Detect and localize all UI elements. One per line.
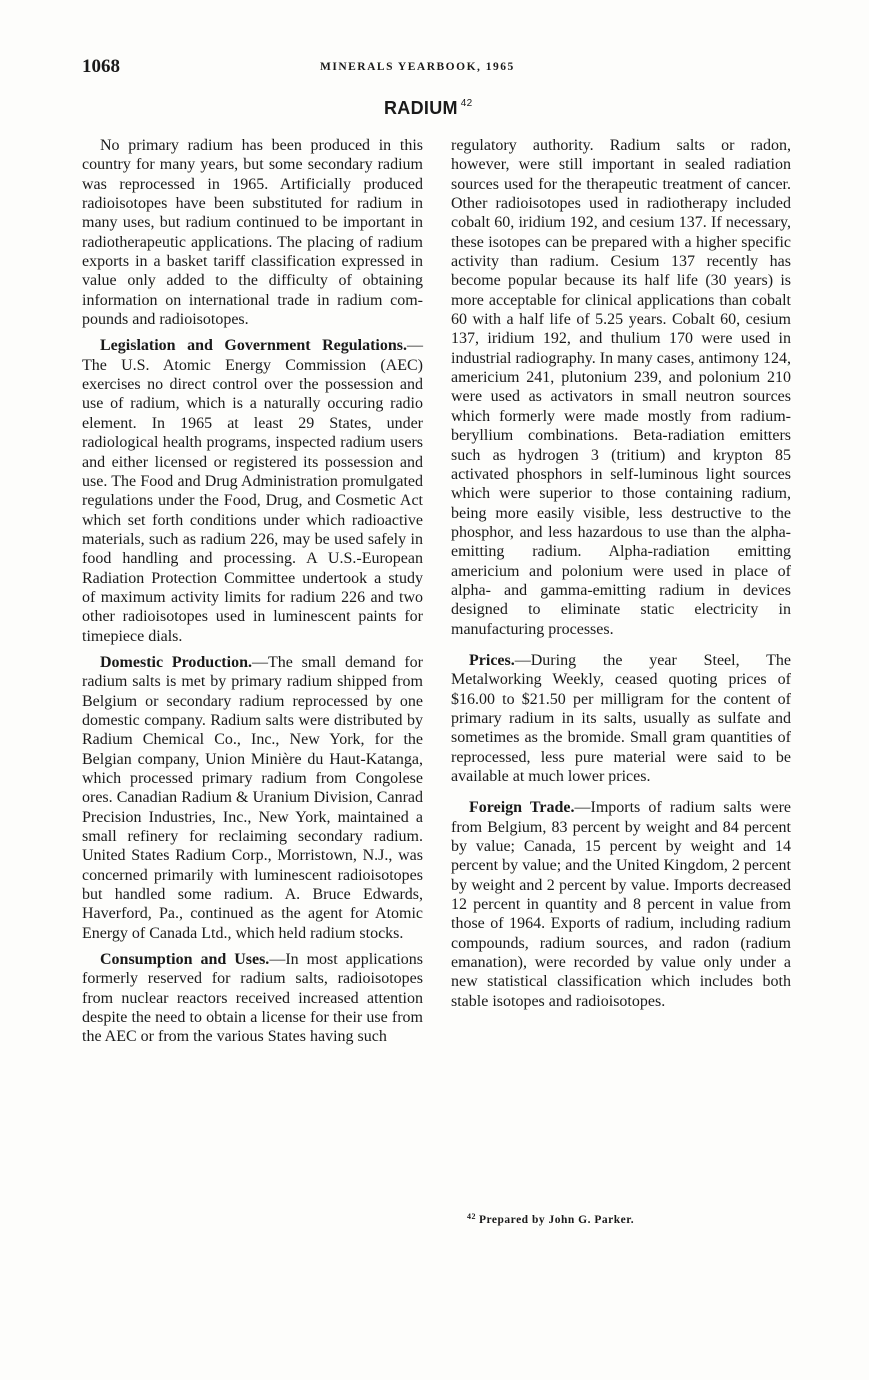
foreign-trade-heading: Foreign Trade.	[469, 799, 575, 817]
running-title: MINERALS YEARBOOK, 1965	[320, 61, 515, 73]
consumption-continued-paragraph: regulatory authority. Radium salts or radon, however, were still important in sealed radiation sources used for the therapeutic treatment of cancer. Other radioisotopes used in radiotherapy included cobalt 60, iridium 192, and cesium 137. If necessary, these isotopes can be prepared with a higher specific activity than radium. Cesium 137 recently has become popular because its half life (30 years) is more acceptable for clinical applications than cobalt 60 with a half life of 5.25 years. Cobalt 60, cesium 137, iridium 192, and thulium 170 were used in industrial radiography. In many cases, antimony 124, americium 241, plutonium 239, and polonium 210 were used as activators in small neutron sources which formerly were made mostly from radium-beryllium combinations. Beta-radiation emitters such as hydrogen 3 (tritium) and krypton 85 activated phosphors in self-luminous light sources which were superior to those containing radium, being more easily visible, less destructive to the phosphor, and less hazardous to use than the alpha-emitting radium. Alpha-radiation emitting americium and polonium were used in place of alpha- and gamma-emitting radium in devices designed to eliminate static electricity in manufacturing processes.	[451, 137, 791, 638]
right-column	[451, 136, 791, 1011]
left-column	[82, 136, 423, 1047]
page-number: 1068	[82, 56, 120, 77]
domestic-production-paragraph	[82, 653, 423, 943]
prices-text: —During the year Steel, The Metalworking Weekly, ceased quoting prices of $16.00 to $21.50 per milligram for the content of primary radium in its salts, usually as sulfate and sometimes as the bromide. Small gram quantities of reprocessed, less pure material were said to be available at much lower prices.	[451, 651, 791, 785]
consumption-heading: Consumption and Uses.	[100, 951, 270, 969]
section-title-text: RADIUM	[384, 98, 458, 118]
running-head	[82, 56, 794, 80]
consumption-paragraph	[82, 950, 423, 1047]
footnote-number: 42	[467, 1212, 476, 1221]
footnote-reference: 42	[460, 98, 473, 109]
foreign-trade-text: —Imports of radium salts were from Belgium, 83 percent by weight and 84 percent by value; Canada, 15 percent by weight and 14 percent by value; and the United Kingdom, 2 percent by weight and 2 percent by value. Imports decreased 12 percent in quantity and 8 percent in value from those of 1964. Exports of radium, including radium compounds, radium sources, and radon (radium emanation), were recorded by value only under a new statistical classification which includes both stable isotopes and radioisotopes.	[451, 799, 792, 1010]
prices-paragraph	[451, 651, 791, 786]
prices-heading: Prices.	[469, 651, 515, 669]
intro-paragraph: No primary radium has been produced in this country for many years, but some secondary radium was reprocessed in 1965. Artificially produced radioisotopes have been substituted for radium in many uses, but radium continued to be important in radiotherapeutic applications. The placing of radium exports in a basket tariff classification expressed in value only added to the difficulty of obtaining information on international trade in radium compounds and radioisotopes.	[82, 137, 423, 329]
footnote	[467, 1212, 634, 1226]
footnote-text: Prepared by John G. Parker.	[479, 1214, 635, 1226]
domestic-production-text: —The small demand for radium salts is met by primary radium shipped from Belgium or secondary radium reprocessed by one domestic company. Radium salts were distributed by Radium Chemical Co., Inc., New York, for the Belgian company, Union Minière du Haut-Katanga, which processed primary radium from Congolese ores. Canadian Radium & Uranium Division, Canrad Precision Industries, Inc., New York, maintained a small refinery for reclaiming secondary radium. United States Radium Corp., Morristown, N.J., was concerned primarily with luminescent radioisotopes but handled some radium. A. Bruce Edwards, Haverford, Pa., continued as the agent for Atomic Energy of Canada Ltd., which held radium stocks.	[82, 653, 423, 942]
legislation-text: —The U.S. Atomic Energy Commission (AEC) exercises no direct control over the possession and use of radium, which is a naturally occuring radio element. In 1965 at least 29 States, under radiological health programs, inspected radium users and either licensed or registered its possession and use. The Food and Drug Administration promulgated regulations under the Food, Drug, and Cosmetic Act which set forth conditions under which radioactive materials, such as radium 226, may be used safely in food handling and processing. A U.S.-European Radiation Protection Committee undertook a study of maximum activity limits for radium 226 and two other radioisotopes used in luminescent paints for timepiece dials.	[82, 337, 423, 645]
legislation-paragraph	[82, 336, 423, 646]
consumption-text: —In most applications formerly reserved for radium salts, radioisotopes from nuclear reactors received increased attention despite the need to obtain a license for their use from the AEC or from the various States having such	[82, 951, 423, 1046]
section-title	[384, 98, 473, 119]
legislation-heading: Legislation and Government Regulations.	[100, 337, 407, 355]
domestic-production-heading: Domestic Production.	[100, 653, 252, 671]
foreign-trade-paragraph	[451, 798, 791, 1011]
